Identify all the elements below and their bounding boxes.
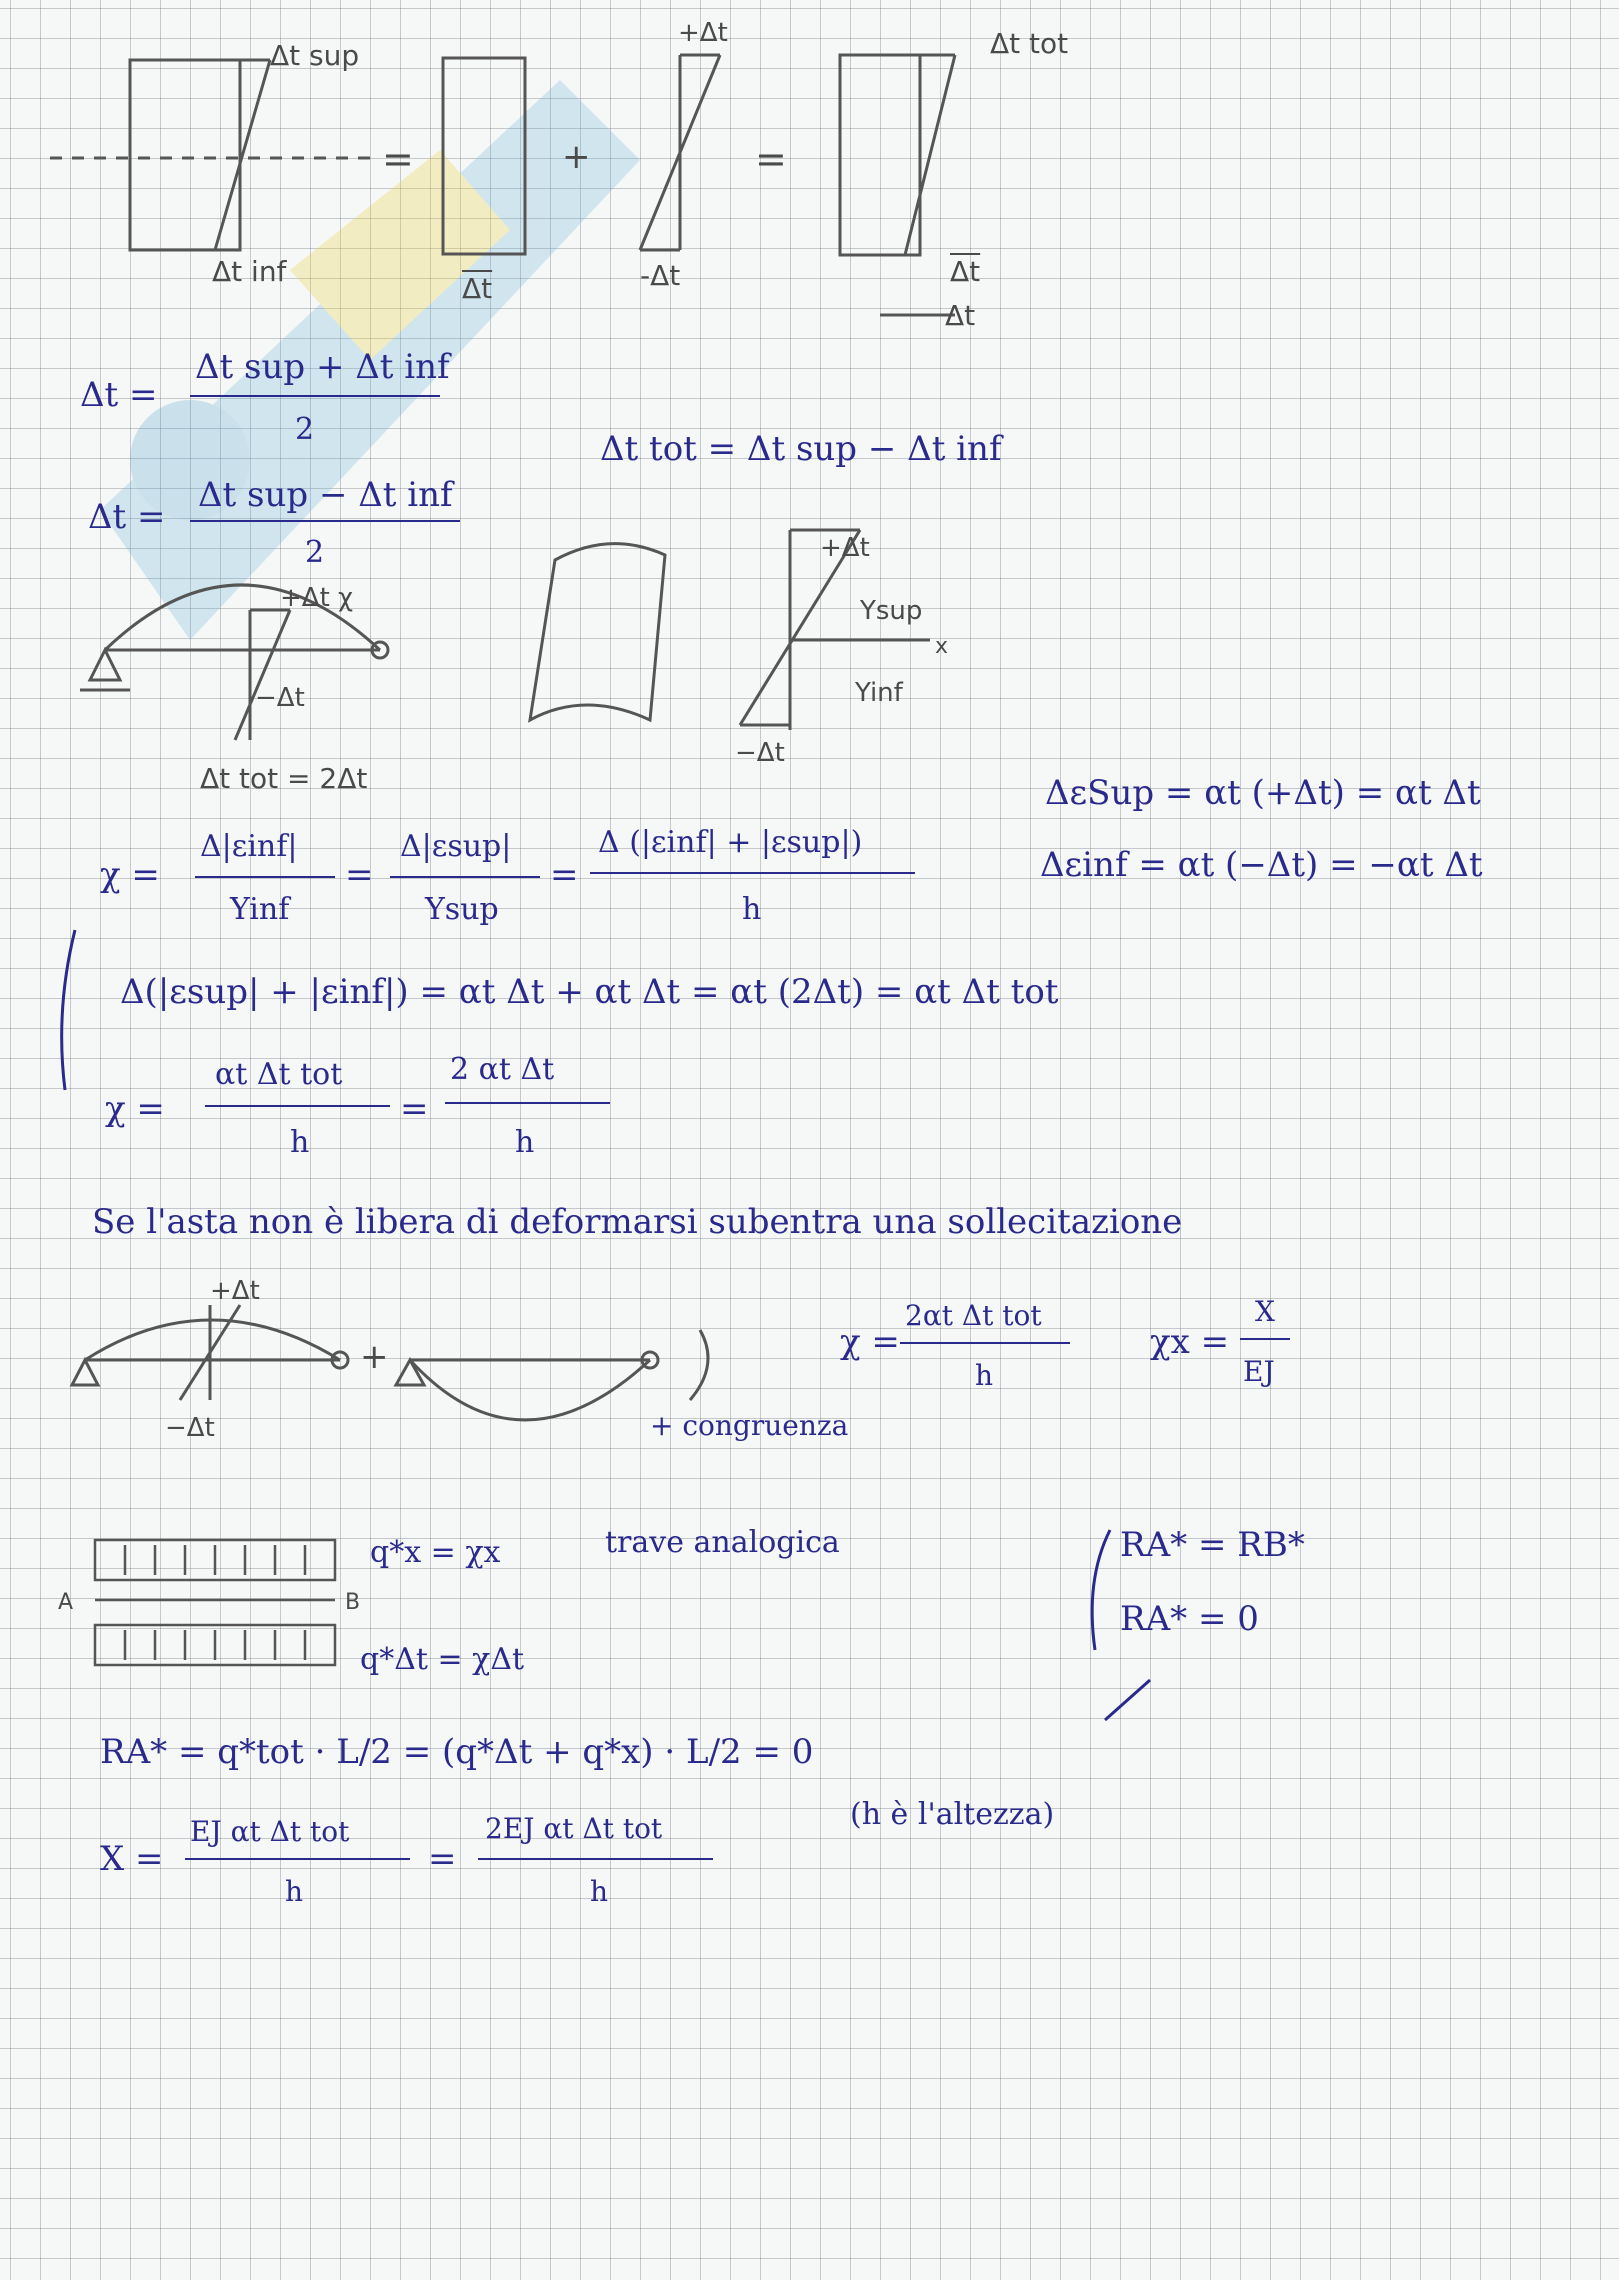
- cong-chi-num: 2αt Δt tot: [905, 1299, 1042, 1332]
- label-B: B: [345, 1590, 361, 1615]
- chi-final-d1: h: [290, 1125, 310, 1160]
- cong-minus-dt: −Δt: [165, 1413, 215, 1443]
- X-n2: 2EJ αt Δt tot: [485, 1812, 663, 1845]
- cong-plus-dt: +Δt: [210, 1276, 260, 1306]
- strain-line-1: ΔεSup = αt (+Δt) = αt Δt: [1045, 773, 1481, 813]
- label-dt-tot: Δt tot: [990, 27, 1069, 60]
- chi-final-n1: αt Δt tot: [215, 1057, 343, 1092]
- curv-eq-2: =: [550, 855, 579, 895]
- label-dt-sup: Δt sup: [270, 39, 360, 72]
- section-x: x: [935, 634, 949, 659]
- X-d1: h: [285, 1875, 304, 1908]
- equals-sign-2: =: [755, 137, 787, 181]
- X-bar-2: [478, 1858, 713, 1860]
- label-dt-2: Δt: [945, 299, 976, 332]
- curv-d2: Ysup: [425, 892, 499, 927]
- q-x: q*x = χx: [370, 1535, 501, 1570]
- X-bar-1: [185, 1858, 410, 1860]
- curv-lhs: χ =: [100, 855, 160, 895]
- height-note: (h è l'altezza): [850, 1797, 1055, 1832]
- curv-n3: Δ (|εinf| + |εsup|): [598, 825, 863, 860]
- label-A: A: [58, 1590, 74, 1615]
- curv-d3: h: [742, 892, 762, 927]
- chi-final-bar-1: [205, 1105, 390, 1107]
- plus-sign: +: [562, 137, 591, 177]
- analogic-title: trave analogica: [605, 1525, 840, 1560]
- curv-n2: Δ|εsup|: [400, 829, 512, 864]
- chi-final-lhs: χ =: [105, 1089, 165, 1129]
- curv-bar-2: [390, 876, 540, 878]
- beam-plus-dt-chi: +Δt χ: [280, 583, 354, 613]
- curv-bar-3: [590, 872, 915, 874]
- section-minus-dt: −Δt: [735, 738, 785, 768]
- chi-final-bar-2: [445, 1102, 610, 1104]
- eq-mean-bar: [190, 395, 440, 397]
- chi-final-eq: =: [400, 1089, 429, 1129]
- curv-n1: Δ|εinf|: [200, 829, 298, 864]
- curv-eq-1: =: [345, 855, 374, 895]
- eq-mean-lhs: Δt =: [80, 375, 158, 415]
- q-dt: q*Δt = χΔt: [360, 1642, 525, 1677]
- X-eq: =: [428, 1839, 457, 1879]
- equals-sign: =: [382, 137, 414, 181]
- cong-chix-lhs: χx =: [1150, 1322, 1230, 1362]
- label-dt-bar: $\overline{\Delta t}$: [462, 272, 493, 305]
- eq-mean-den: 2: [295, 412, 315, 447]
- section-y-sup: Ysup: [860, 596, 923, 626]
- eq-half-lhs: Δt =: [88, 497, 166, 537]
- eq-tot: Δt tot = Δt sup − Δt inf: [600, 429, 1002, 469]
- section-y-inf: Yinf: [855, 678, 903, 708]
- system-line-2: RA* = 0: [1120, 1599, 1259, 1639]
- reaction-equation: RA* = q*tot · L/2 = (q*Δt + q*x) · L/2 = 0: [100, 1732, 814, 1772]
- cong-chix-bar: [1240, 1338, 1290, 1340]
- strain-line-2: Δεinf = αt (−Δt) = −αt Δt: [1040, 845, 1483, 885]
- X-n1: EJ αt Δt tot: [190, 1815, 350, 1848]
- system-line-1: RA* = RB*: [1120, 1525, 1305, 1565]
- cong-chi-den: h: [975, 1359, 994, 1392]
- cong-plus: +: [360, 1337, 389, 1377]
- label-minus-dt: -Δt: [640, 259, 681, 292]
- curv-bar-1: [195, 876, 335, 878]
- eq-mean-num: Δt sup + Δt inf: [195, 347, 450, 387]
- sentence: Se l'asta non è libera di deformarsi subentra una sollecitazione: [92, 1202, 1183, 1242]
- cong-chix-den: EJ: [1243, 1355, 1275, 1388]
- eq-half-num: Δt sup − Δt inf: [198, 475, 453, 515]
- eq-half-den: 2: [305, 535, 325, 570]
- eq-half-bar: [190, 520, 460, 522]
- cong-chix-num: X: [1255, 1295, 1275, 1328]
- label-dt-inf: Δt inf: [212, 255, 287, 288]
- chi-final-d2: h: [515, 1125, 535, 1160]
- beam-minus-dt: −Δt: [255, 683, 305, 713]
- delta-sum: Δ(|εsup| + |εinf|) = αt Δt + αt Δt = αt (2Δt) = αt Δt tot: [120, 972, 1059, 1012]
- X-lhs: X =: [100, 1839, 164, 1879]
- curv-d1: Yinf: [230, 892, 290, 927]
- label-dt-bar-2: $\overline{\Delta t}$: [950, 255, 981, 288]
- cong-label: + congruenza: [650, 1409, 849, 1442]
- X-d2: h: [590, 1875, 609, 1908]
- section-plus-dt: +Δt: [820, 533, 870, 563]
- beam-dt-tot: Δt tot = 2Δt: [200, 762, 368, 795]
- chi-final-n2: 2 αt Δt: [450, 1052, 555, 1087]
- label-plus-dt: +Δt: [678, 18, 728, 48]
- cong-chi-lhs: χ =: [840, 1322, 900, 1362]
- cong-chi-bar: [900, 1342, 1070, 1344]
